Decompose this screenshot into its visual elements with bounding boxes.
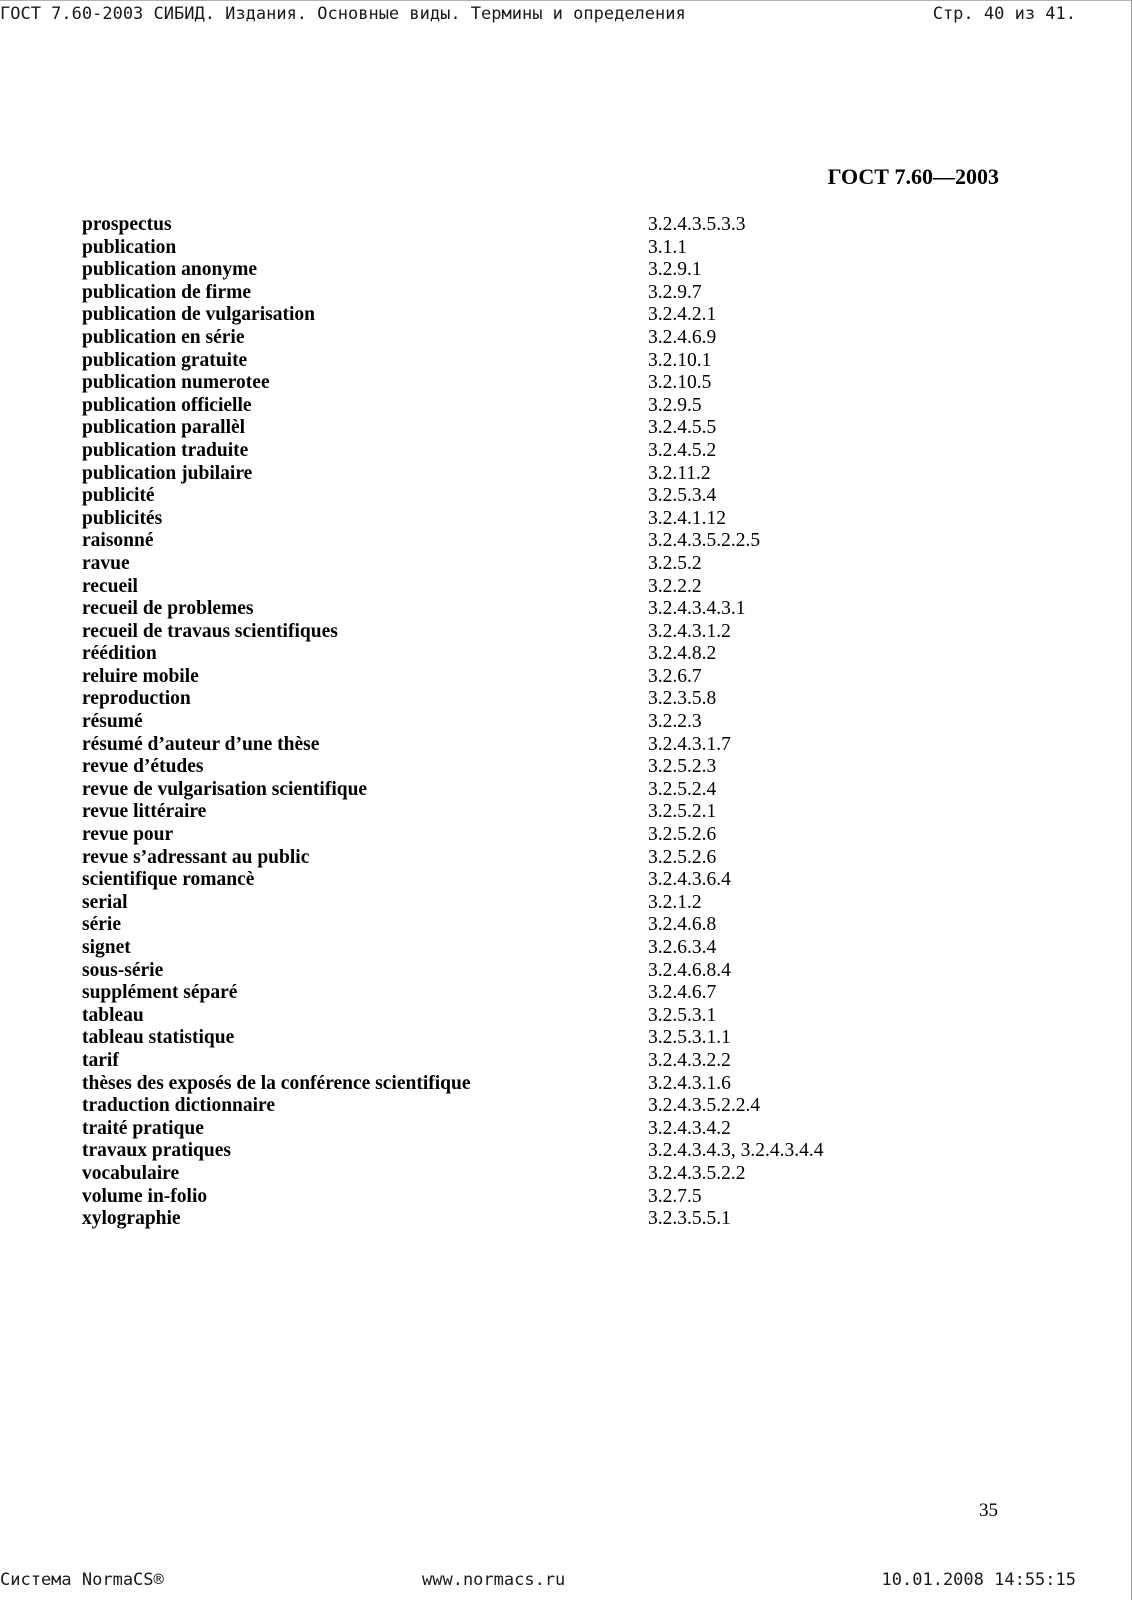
index-row (82, 440, 1002, 463)
footer-datetime: 10.01.2008 14:55:15 (881, 1570, 1076, 1590)
index-row (82, 914, 1002, 937)
index-row (82, 847, 1002, 870)
index-term: résumé (82, 711, 143, 733)
index-term: volume in-folio (82, 1185, 208, 1207)
index-term: publication (82, 236, 177, 258)
index-row (82, 1095, 1002, 1118)
index-row (82, 304, 1002, 327)
index-term: publication officielle (82, 394, 252, 416)
index-reference: 3.2.4.5.5 (648, 417, 717, 439)
index-reference: 3.2.5.2.1 (648, 801, 717, 823)
index-reference: 3.2.4.3.4.2 (648, 1117, 731, 1139)
index-reference: 3.2.6.7 (648, 665, 702, 687)
index-row (82, 530, 1002, 553)
index-row (82, 485, 1002, 508)
index-row (82, 801, 1002, 824)
index-term: publication gratuite (82, 349, 248, 371)
index-row (82, 1050, 1002, 1073)
index-row (82, 734, 1002, 757)
index-term: publication en série (82, 326, 245, 348)
index-term: réédition (82, 643, 157, 665)
index-reference: 3.2.4.5.2 (648, 439, 717, 461)
index-reference: 3.2.4.3.1.2 (648, 620, 731, 642)
index-reference: 3.2.6.3.4 (648, 937, 717, 958)
index-reference: 3.2.4.3.1.7 (648, 733, 731, 755)
index-row (82, 553, 1002, 576)
index-row (82, 417, 1002, 440)
index-reference: 3.2.4.3.6.4 (648, 869, 731, 891)
index-reference: 3.2.4.6.8 (648, 914, 717, 936)
index-term: publication numerotee (82, 372, 270, 394)
index-term: revue s’adressant au public (82, 846, 310, 868)
index-row (82, 508, 1002, 531)
index-reference: 3.2.11.2 (648, 462, 711, 484)
index-row (82, 350, 1002, 373)
index-term: supplément séparé (82, 982, 238, 1004)
index-term: recueil (82, 575, 138, 597)
index-reference: 3.2.4.3.4.3.1 (648, 598, 746, 620)
index-term: serial (82, 891, 128, 913)
index-term: reproduction (82, 688, 191, 710)
index-term: travaux pratiques (82, 1140, 231, 1162)
index-row (82, 621, 1002, 644)
index-term: publication jubilaire (82, 462, 253, 484)
index-reference: 3.2.3.5.8 (648, 688, 717, 710)
index-reference: 3.2.1.2 (648, 891, 702, 913)
index-reference: 3.2.4.6.7 (648, 982, 717, 1004)
index-reference: 3.2.4.8.2 (648, 643, 717, 665)
index-reference: 3.2.4.3.2.2 (648, 1049, 731, 1071)
index-row (82, 259, 1002, 282)
index-reference: 3.2.4.2.1 (648, 304, 717, 326)
index-row (82, 576, 1002, 599)
index-term: tableau (82, 1004, 144, 1026)
index-term: résumé d’auteur d’une thèse (82, 733, 320, 755)
index-term: publicité (82, 485, 155, 507)
index-term: scientifique romancè (82, 869, 255, 891)
index-row (82, 395, 1002, 418)
index-row (82, 982, 1002, 1005)
index-row (82, 1027, 1002, 1050)
index-row (82, 463, 1002, 486)
index-term: traduction dictionnaire (82, 1095, 276, 1117)
index-term: publication de vulgarisation (82, 304, 315, 326)
index-reference: 3.2.4.3.5.2.2.4 (648, 1095, 761, 1117)
index-term: signet (82, 937, 131, 958)
index-term: série (82, 914, 121, 936)
index-term: raisonné (82, 530, 154, 552)
index-term: recueil de travaus scientifiques (82, 620, 338, 642)
index-reference: 3.2.4.3.5.2.2.5 (648, 530, 761, 552)
index-term: reluire mobile (82, 665, 199, 687)
index-term: revue de vulgarisation scientifique (82, 778, 368, 800)
index-row (82, 1118, 1002, 1141)
index-term: recueil de problemes (82, 598, 254, 620)
index-term: revue pour (82, 824, 174, 846)
index-reference: 3.2.3.5.5.1 (648, 1208, 731, 1230)
index-term: xylographie (82, 1208, 181, 1230)
index-row (82, 756, 1002, 779)
index-row (82, 327, 1002, 350)
index-row (82, 824, 1002, 847)
index-term: thèses des exposés de la conférence scientifique (82, 1072, 471, 1094)
document-code: ГОСТ 7.60—2003 (827, 164, 999, 189)
index-row (82, 869, 1002, 892)
index-row (82, 1140, 1002, 1163)
index-row (82, 282, 1002, 305)
page-top-border (0, 0, 1132, 1)
index-row (82, 960, 1002, 983)
index-term: revue littéraire (82, 801, 207, 823)
index-reference: 3.1.1 (648, 236, 687, 258)
index-row (82, 214, 1002, 237)
index-reference: 3.2.9.7 (648, 281, 702, 303)
header-document-title: ГОСТ 7.60-2003 СИБИД. Издания. Основные виды. Термины и определения (0, 4, 686, 24)
term-index-list (82, 214, 1002, 1231)
index-row (82, 1208, 1002, 1231)
index-reference: 3.2.4.3.5.3.3 (648, 214, 746, 235)
index-reference: 3.2.2.2 (648, 575, 702, 597)
index-term: revue d’études (82, 756, 204, 778)
index-row (82, 237, 1002, 260)
index-reference: 3.2.5.3.1 (648, 1004, 717, 1026)
index-term: sous-série (82, 959, 164, 981)
index-reference: 3.2.7.5 (648, 1185, 702, 1207)
index-row (82, 892, 1002, 915)
index-row (82, 1005, 1002, 1028)
index-row (82, 711, 1002, 734)
index-row (82, 666, 1002, 689)
index-reference: 3.2.4.3.4.3, 3.2.4.3.4.4 (648, 1140, 824, 1162)
footer-system-name: Система NormaCS® (0, 1570, 164, 1590)
index-term: ravue (82, 552, 130, 574)
index-reference: 3.2.4.1.12 (648, 507, 726, 529)
index-row (82, 1073, 1002, 1096)
index-term: vocabulaire (82, 1162, 180, 1184)
index-reference: 3.2.9.5 (648, 394, 702, 416)
index-row (82, 688, 1002, 711)
index-reference: 3.2.4.3.5.2.2 (648, 1162, 746, 1184)
index-reference: 3.2.10.5 (648, 372, 712, 394)
index-reference: 3.2.4.3.1.6 (648, 1072, 731, 1094)
index-reference: 3.2.5.2 (648, 552, 702, 574)
index-row (82, 1186, 1002, 1209)
index-term: tarif (82, 1049, 119, 1071)
index-term: traité pratique (82, 1117, 204, 1139)
index-term: publicités (82, 507, 163, 529)
page-number: 35 (979, 1500, 998, 1521)
index-reference: 3.2.2.3 (648, 711, 702, 733)
index-row (82, 937, 1002, 960)
index-term: publication traduite (82, 439, 249, 461)
index-term: publication anonyme (82, 259, 257, 281)
footer-website-link[interactable]: www.normacs.ru (422, 1570, 566, 1590)
index-term: prospectus (82, 214, 172, 235)
index-term: tableau statistique (82, 1027, 235, 1049)
index-reference: 3.2.4.6.9 (648, 326, 717, 348)
index-reference: 3.2.4.6.8.4 (648, 959, 731, 981)
index-reference: 3.2.5.2.3 (648, 756, 717, 778)
index-reference: 3.2.5.2.6 (648, 824, 717, 846)
index-term: publication de firme (82, 281, 251, 303)
index-row (82, 598, 1002, 621)
index-reference: 3.2.5.3.1.1 (648, 1027, 731, 1049)
index-reference: 3.2.10.1 (648, 349, 712, 371)
index-row (82, 779, 1002, 802)
index-reference: 3.2.5.2.4 (648, 778, 717, 800)
index-reference: 3.2.9.1 (648, 259, 702, 281)
index-row (82, 1163, 1002, 1186)
index-row (82, 372, 1002, 395)
header-page-info: Стр. 40 из 41. (932, 4, 1076, 24)
index-term: publication parallèl (82, 417, 246, 439)
index-row (82, 643, 1002, 666)
index-reference: 3.2.5.2.6 (648, 846, 717, 868)
index-reference: 3.2.5.3.4 (648, 485, 717, 507)
